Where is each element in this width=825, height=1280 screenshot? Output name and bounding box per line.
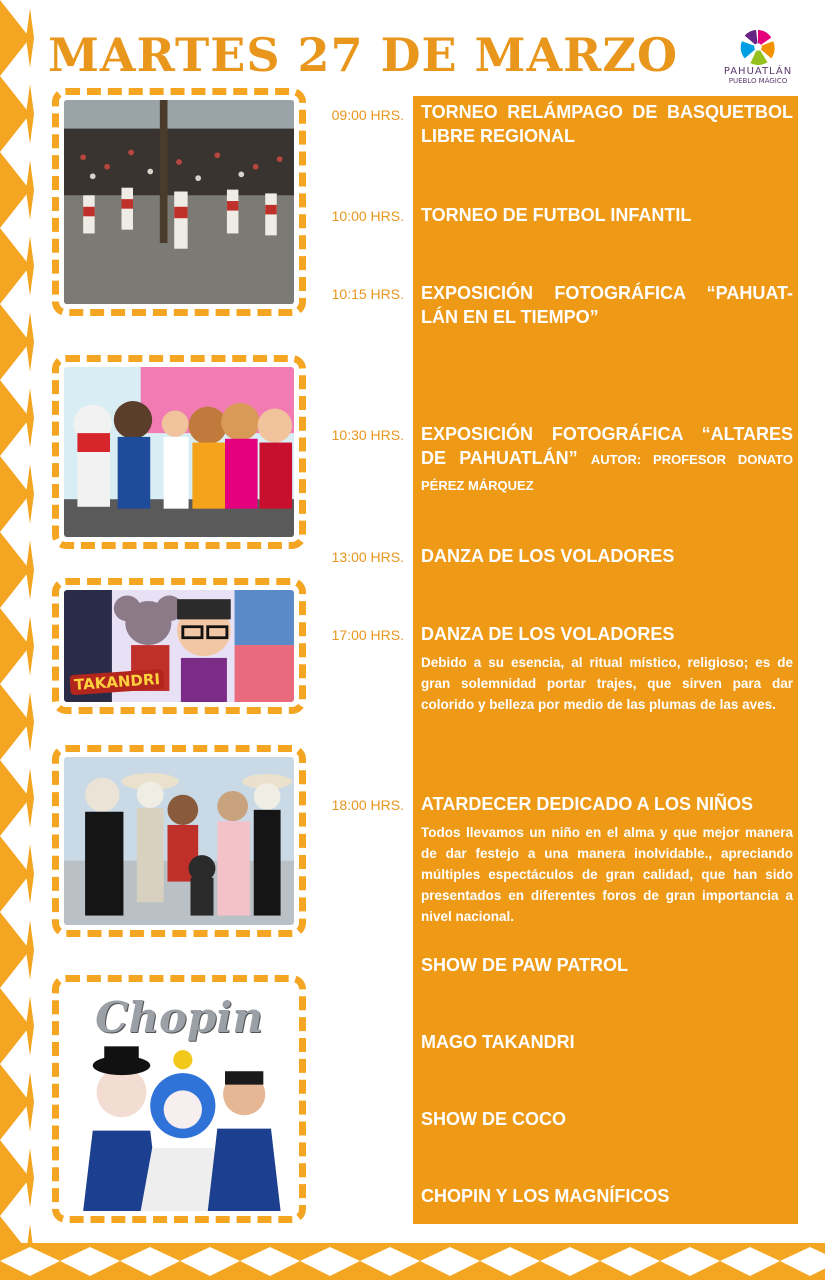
pinwheel-logo-icon: [739, 28, 777, 66]
schedule-item-5: [421, 622, 793, 715]
time-4: 13:00 HRS.: [331, 549, 404, 565]
schedule-item-4: [421, 544, 793, 568]
schedule-item-6: [421, 792, 793, 927]
time-1: 10:00 HRS.: [331, 208, 404, 224]
chopin-logo-text: Chopin: [95, 993, 263, 1042]
item-description: Todos llevamos un niño en el alma y que mejor manera de dar festejo a una manera inolvidable., apreciando múltiples espectáculos de gran calidad, que han sido presentados en diferentes foros de gran importancia a nivel nacional.: [421, 825, 793, 924]
time-6: 18:00 HRS.: [331, 797, 404, 813]
item-title: CHOPIN Y LOS MAGNÍFICOS: [421, 1186, 670, 1206]
item-author: AUTOR: PROFESOR DONATO PÉREZ MÁRQUEZ: [421, 452, 793, 493]
page-title: MARTES 27 DE MARZO: [48, 28, 679, 82]
schedule-item-0: [421, 100, 793, 148]
photo-coco: [52, 745, 306, 937]
item-title: MAGO TAKANDRI: [421, 1032, 575, 1052]
schedule-item-10: [421, 1184, 793, 1208]
bottom-diamond-border: [0, 1243, 825, 1280]
schedule-item-2: [421, 281, 793, 329]
time-0: 09:00 HRS.: [331, 107, 404, 123]
item-title: TORNEO RELÁMPAGO DE BASQUETBOL LIBRE REGIONAL: [421, 102, 793, 146]
item-title: TORNEO DE FUTBOL INFANTIL: [421, 205, 692, 225]
item-title: EXPOSICIÓN FOTOGRÁFICA “PAHUAT-LÁN EN EL TIEMPO”: [421, 283, 793, 327]
photo-dancers-plaza: [52, 88, 306, 316]
item-title: ATARDECER DEDICADO A LOS NIÑOS: [421, 794, 754, 814]
time-5: 17:00 HRS.: [331, 627, 404, 643]
photo-paw-patrol: [52, 355, 306, 549]
schedule-item-9: [421, 1107, 793, 1131]
schedule-item-3: [421, 422, 793, 498]
dancers-plaza-image: [64, 100, 294, 304]
item-description: Debido a su esencia, al ritual místico, religioso; es de gran solemnidad portar trajes, que sirven para dar colorido y belleza por medio de las plumas de las aves.: [421, 655, 793, 712]
time-2: 10:15 HRS.: [331, 286, 404, 302]
item-title: EXPOSICIÓN FOTOGRÁFICA “ALTARES DE PAHUATLÁN”: [421, 424, 793, 468]
schedule-panel: [413, 96, 798, 1224]
photo-chopin: [52, 975, 306, 1223]
schedule-item-1: [421, 203, 793, 227]
item-title: SHOW DE COCO: [421, 1109, 567, 1129]
takandri-logo-text: TAKANDRI: [69, 669, 164, 696]
photo-takandri: [52, 578, 306, 714]
schedule-item-7: [421, 953, 793, 977]
logo-subtitle: PUEBLO MÁGICO: [728, 77, 788, 85]
item-title: SHOW DE PAW PATROL: [421, 955, 628, 975]
item-title: DANZA DE LOS VOLADORES: [421, 624, 675, 644]
schedule-item-8: [421, 1030, 793, 1054]
pahuatlan-logo: [718, 28, 798, 98]
left-diamond-border: [0, 0, 34, 1245]
schedule-times: [308, 0, 408, 1240]
item-title: DANZA DE LOS VOLADORES: [421, 546, 675, 566]
time-3: 10:30 HRS.: [331, 427, 404, 443]
coco-image: [64, 757, 294, 925]
paw-patrol-image: [64, 367, 294, 537]
logo-name: PAHUATLÁN: [723, 66, 793, 77]
